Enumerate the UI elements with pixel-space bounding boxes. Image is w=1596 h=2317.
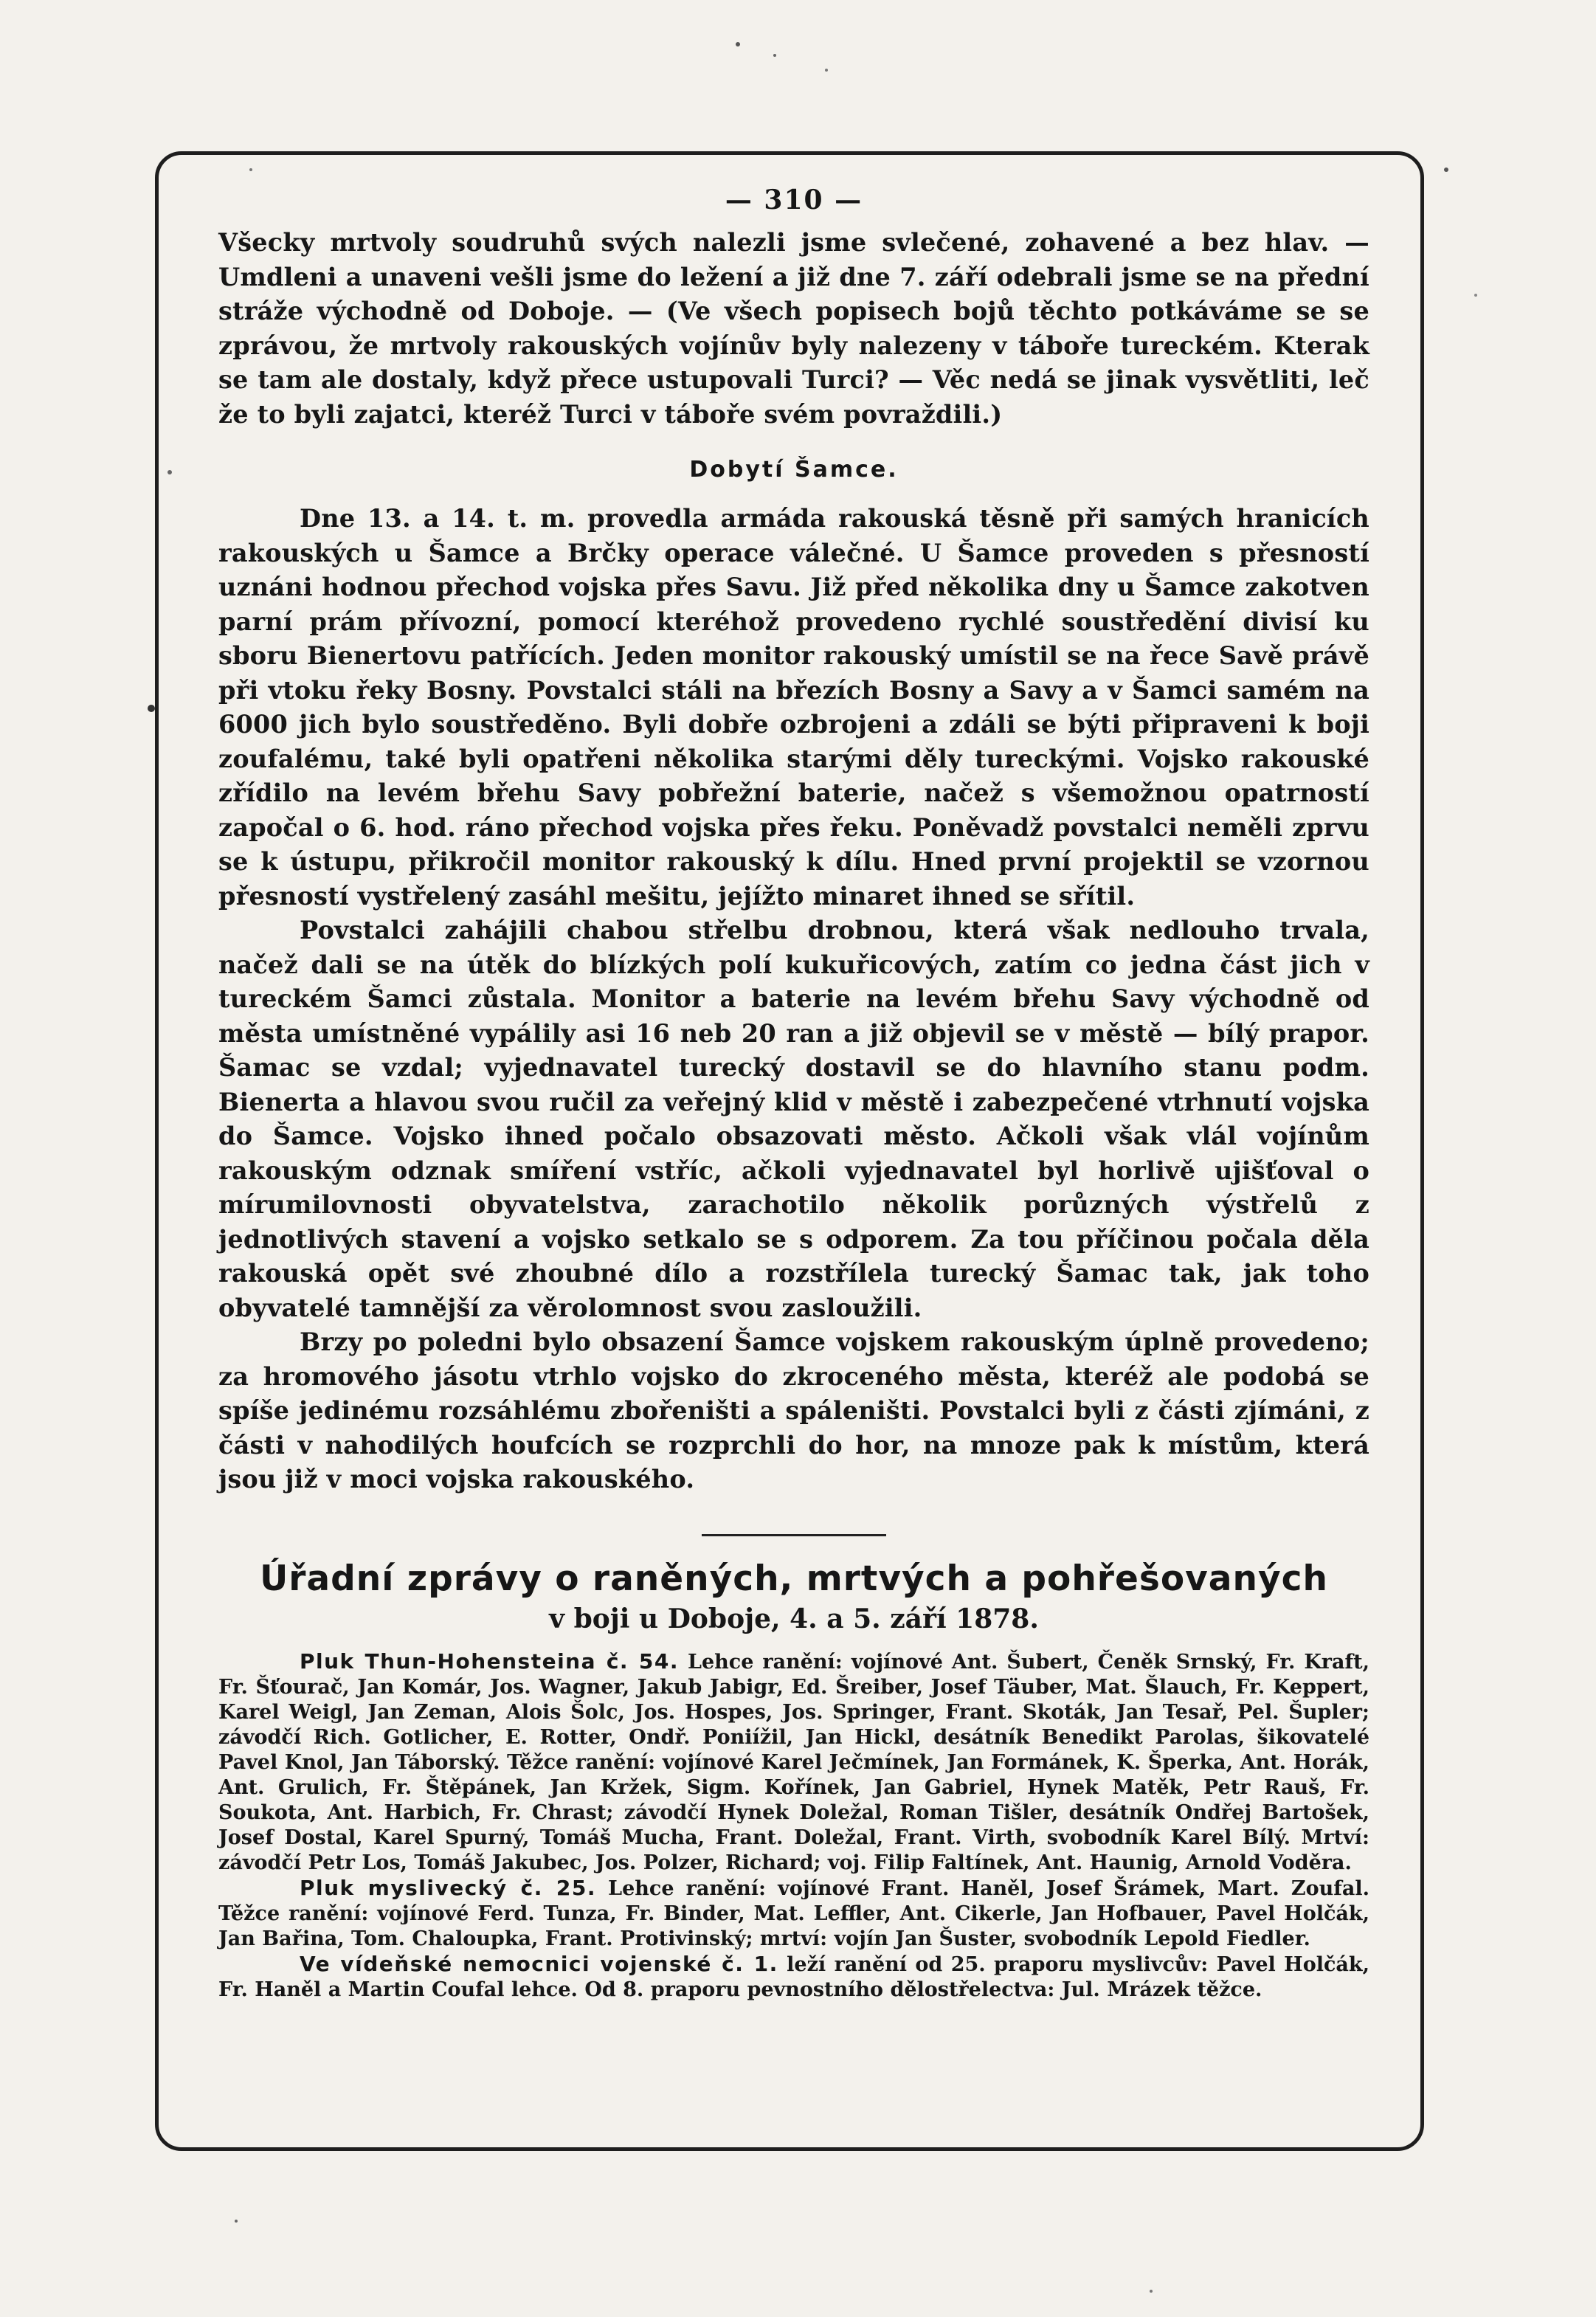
- paragraph-2: Povstalci zahájili chabou střelbu drobnou, která však nedlouho trvala, načež dali se na útěk do blízkých polí kukuřicových, zatím co jedna část jich v tureckém Šamci zůstala. Monitor a baterie na levém břehu Savy východně od města umístněné vypálily asi 16 neb 20 ran a již objevil se v městě — bílý prapor. Šamac se vzdal; vyjednavatel turecký dostavil se do hlavního stanu podm. Bienerta a hlavou svou ručil za veřejný klid v městě i zabezpečené vtrhnutí vojska do Šamce. Vojsko ihned počalo obsazovati město. Ačkoli však vlál vojínům rakouským odznak smíření vstříc, ačkoli vyjednavatel byl horlivě ujišťoval o mírumilovnosti obyvatelstva, zarachotilo několik porůzných výstřelů z jednotlivých stavení a vojsko setkalo se s odporem. Za tou příčinou počala děla rakouská opět své zhoubné dílo a rozstřílela turecký Šamac tak, jak toho obyvatelé tamnější za věrolomnost svou zasloužili.: [218, 916, 1369, 1322]
- paragraph-3: Brzy po poledni bylo obsazení Šamce vojskem rakouským úplně provedeno; za hromového jásotu vtrhlo vojsko do zkroceného města, kteréž ale podobá se spíše jedinému rozsáhlému zbořeništi a spáleništi. Povstalci byli z části zjímáni, z části v nahodilých houfcích se rozprchli do hor, na mnoze pak k místům, která jsou již v moci vojska rakouského.: [218, 1327, 1369, 1494]
- report-entry-text: Lehce ranění: vojínové Ant. Šubert, Čeněk Srnský, Fr. Kraft, Fr. Šťourač, Jan Komár, Jos. Wagner, Jakub Jabigr, Ed. Šreiber, Josef Täuber, Mat. Šlauch, Fr. Keppert, Karel Weigl, Jan Zeman, Alois Šolc, Jos. Hospes, Jos. Springer, Frant. Skoták, Jan Tesař, Pel. Šupler; závodčí Rich. Gotlicher, E. Rotter, Ondř. Poniížil, Jan Hickl, desátník Benedikt Parolas, šikovatelé Pavel Knol, Jan Táborský. Těžce ranění: vojínové Karel Ječmínek, Jan Formánek, K. Šperka, Ant. Horák, Ant. Grulich, Fr. Štěpánek, Jan Kržek, Sigm. Kořínek, Jan Gabriel, Hynek Matěk, Petr Rauš, Fr. Soukota, Ant. Harbich, Fr. Chrast; závodčí Hynek Doležal, Roman Tišler, desátník Ondřej Bartošek, Josef Dostal, Karel Spurný, Tomáš Mucha, Frant. Doležal, Frant. Virth, svobodník Karel Bílý. Mrtví: závodčí Petr Los, Tomáš Jakubec, Jos. Polzer, Richard; voj. Filip Faltínek, Ant. Haunig, Arnold Voděra.: [218, 1650, 1369, 1874]
- intro-paragraph: Všecky mrtvoly soudruhů svých nalezli jsme svlečené, zohavené a bez hlav. — Umdleni a unaveni vešli jsme do ležení a již dne 7. září odebrali jsme se na přední stráže východně od Doboje. — (Ve všech popisech bojů těchto potkáváme se se zprávou, že mrtvoly rakouských vojínův byly nalezeny v táboře tureckém. Kterak se tam ale dostaly, když přece ustupovali Turci? — Věc nedá se jinak vysvětliti, leč že to byli zajatci, kteréž Turci v táboře svém povraždili.): [218, 228, 1369, 429]
- report-title: Úřadní zprávy o raněných, mrtvých a pohřešovaných: [260, 1558, 1328, 1599]
- report-subtitle: v boji u Doboje, 4. a 5. září 1878.: [549, 1603, 1039, 1634]
- report-entry-unit: Pluk Thun-Hohensteina č. 54.: [300, 1648, 679, 1674]
- report-entry: [218, 1876, 1369, 1952]
- section-title: Dobytí Šamce.: [689, 457, 899, 483]
- report-entry-unit: Ve vídeňské nemocnici vojenské č. 1.: [300, 1951, 778, 1976]
- report-entry: [218, 1649, 1369, 1876]
- section-divider: [702, 1534, 886, 1536]
- report-entry: [218, 1952, 1369, 2003]
- report-entry-text: leží ranění od 25. praporu myslivcův: Pavel Holčák, Fr. Haněl a Martin Coufal lehce. Od 8. praporu pevnostního dělostřelectva: Jul. Mrázek těžce.: [218, 1952, 1369, 2001]
- report-entry-text: Lehce ranění: vojínové Frant. Haněl, Josef Šrámek, Mart. Zoufal. Těžce ranění: vojínové Ferd. Tunza, Fr. Binder, Mat. Leffler, Ant. Cikerle, Jan Hofbauer, Pavel Holčák, Jan Bařina, Tom. Chaloupka, Frant. Protivinský; mrtví: vojín Jan Šuster, svobodník Lepold Fiedler.: [218, 1876, 1369, 1950]
- report-entry-unit: Pluk myslivecký č. 25.: [300, 1875, 596, 1900]
- page-content: [218, 184, 1369, 2003]
- paragraph-1: Dne 13. a 14. t. m. provedla armáda rakouská těsně při samých hranicích rakouských u Šamce a Brčky operace válečné. U Šamce proveden s přesností uznáni hodnou přechod vojska přes Savu. Již před několika dny u Šamce zakotven parní prám přívozní, pomocí kteréhož provedeno rychlé soustředění divisí ku sboru Bienertovu patřících. Jeden monitor rakouský umístil se na řece Savě právě při vtoku řeky Bosny. Povstalci stáli na březích Bosny a Savy a v Šamci samém na 6000 jich bylo soustředěno. Byli dobře ozbrojeni a zdáli se býti připraveni k boji zoufalému, také byli opatřeni několika starými děly tureckými. Vojsko rakouské zřídilo na levém břehu Savy pobřežní baterie, načež s všemožnou opatrností započal o 6. hod. ráno přechod vojska přes řeku. Poněvadž povstalci neměli zprvu se k ústupu, přikročil monitor rakouský k dílu. Hned první projektil se vzornou přesností vystřelený zasáhl mešitu, jejížto minaret ihned se sřítil.: [218, 504, 1369, 911]
- page-number: — 310 —: [725, 184, 863, 215]
